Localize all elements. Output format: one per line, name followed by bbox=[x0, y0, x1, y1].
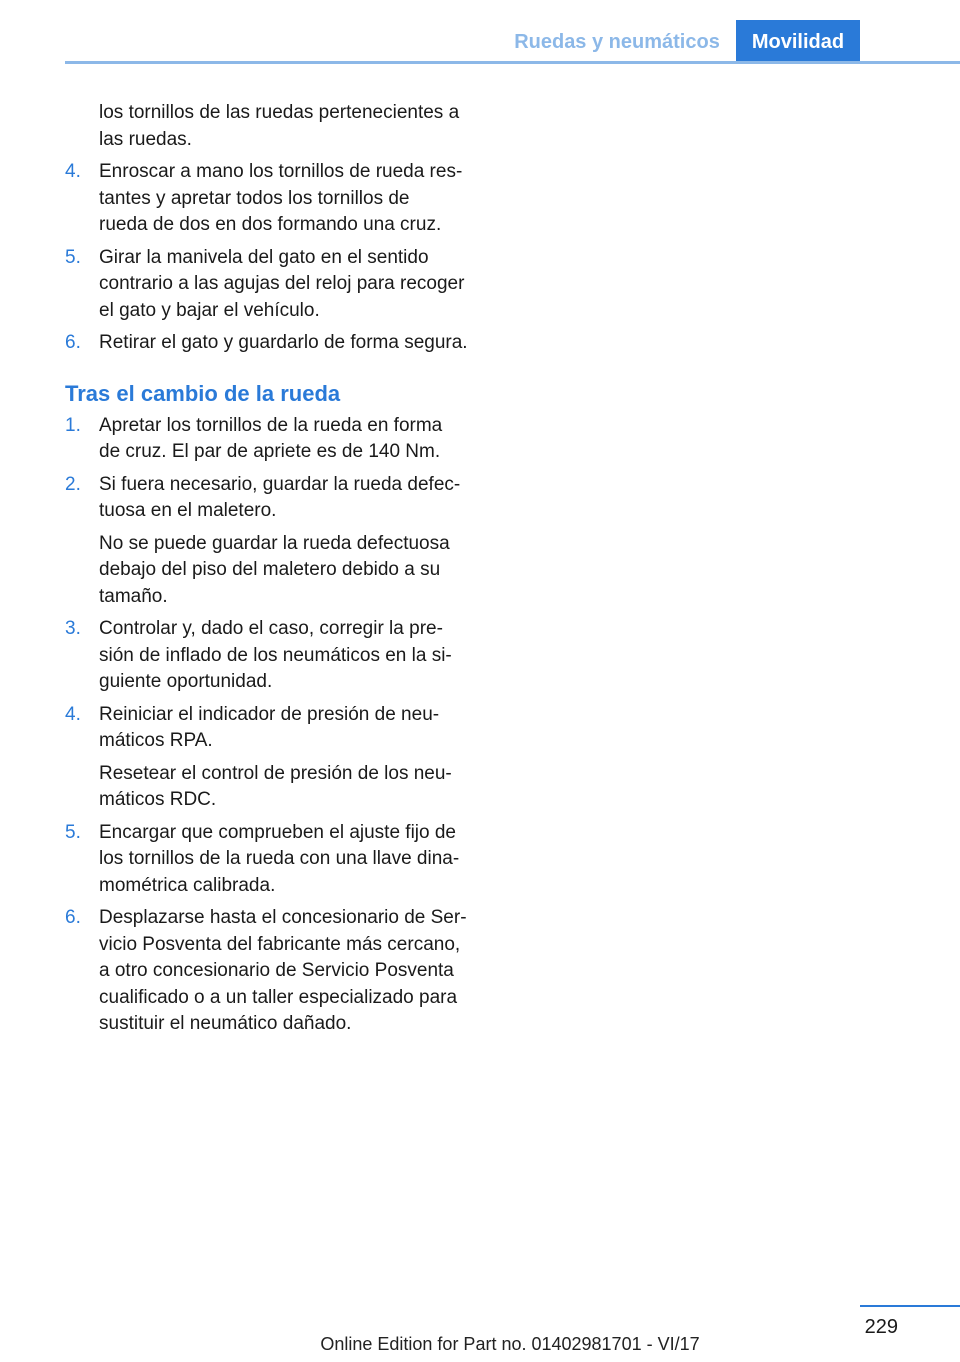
list-number: 6. bbox=[65, 332, 81, 353]
text-line: Enroscar a mano los tornillos de rueda res‐ bbox=[99, 161, 463, 182]
text-line: los tornillos de las ruedas pertenecientes a bbox=[99, 102, 460, 123]
text-line: de cruz. El par de apriete es de 140 Nm. bbox=[99, 441, 441, 462]
list-item bbox=[65, 413, 485, 466]
text-line: el gato y bajar el vehículo. bbox=[99, 299, 320, 321]
text-line: Desplazarse hasta el concesionario de Ser‐ bbox=[99, 907, 467, 928]
text-line: tuosa en el maletero. bbox=[99, 500, 277, 521]
page-header bbox=[0, 0, 960, 64]
list-item bbox=[65, 330, 485, 357]
text-line: No se puede guardar la rueda defectuosa bbox=[99, 532, 450, 554]
footer-divider bbox=[860, 1305, 960, 1307]
list-number: 5. bbox=[65, 821, 81, 843]
header-section-title: Ruedas y neumáticos bbox=[514, 31, 720, 53]
text-line: Encargar que comprueben el ajuste fijo de bbox=[99, 821, 457, 843]
text-line: los tornillos de la rueda con una llave dina‐ bbox=[99, 848, 460, 869]
page-number: 229 bbox=[864, 1316, 898, 1338]
text-line: sión de inflado de los neumáticos en la si‐ bbox=[99, 644, 452, 666]
text-line: Resetear el control de presión de los neu‐ bbox=[99, 762, 452, 784]
text-line: contrario a las agujas del reloj para recoger bbox=[99, 273, 465, 294]
edition-footer: Online Edition for Part no. 01402981701 - VI/17 bbox=[320, 1334, 700, 1354]
header-chapter-tab: Movilidad bbox=[736, 20, 860, 64]
list-item bbox=[65, 245, 485, 325]
text-line: máticos RPA. bbox=[99, 730, 213, 751]
section-heading: Tras el cambio de la rueda bbox=[65, 380, 341, 406]
list-item-note bbox=[65, 531, 485, 611]
list-item bbox=[65, 472, 485, 525]
text-line: las ruedas. bbox=[99, 128, 192, 150]
text-line: sustituir el neumático dañado. bbox=[99, 1013, 352, 1034]
text-line: rueda de dos en dos formando una cruz. bbox=[99, 214, 442, 235]
continued-paragraph bbox=[65, 100, 485, 153]
text-line: Controlar y, dado el caso, corregir la pre‐ bbox=[99, 618, 443, 639]
list-number: 3. bbox=[65, 618, 81, 639]
text-line: mométrica calibrada. bbox=[99, 874, 276, 896]
list-item bbox=[65, 616, 485, 696]
text-line: Reiniciar el indicador de presión de neu‐ bbox=[99, 703, 440, 725]
list-number: 6. bbox=[65, 907, 81, 928]
text-line: tamaño. bbox=[99, 585, 168, 607]
header-divider bbox=[65, 61, 960, 64]
text-line: Girar la manivela del gato en el sentido bbox=[99, 246, 429, 268]
text-line: Apretar los tornillos de la rueda en forma bbox=[99, 414, 443, 436]
text-line: vicio Posventa del fabricante más cercano, bbox=[99, 933, 461, 955]
list-number: 4. bbox=[65, 161, 81, 182]
text-line: máticos RDC. bbox=[99, 789, 217, 810]
list-number: 5. bbox=[65, 246, 81, 268]
list-number: 4. bbox=[65, 703, 81, 725]
text-line: Si fuera necesario, guardar la rueda defec‐ bbox=[99, 473, 461, 495]
text-line: debajo del piso del maletero debido a su bbox=[99, 559, 441, 580]
list-item-note bbox=[65, 761, 485, 814]
text-line: Retirar el gato y guardarlo de forma segura. bbox=[99, 332, 468, 353]
text-line: cualificado o a un taller especializado para bbox=[99, 986, 458, 1008]
list-number: 1. bbox=[65, 414, 81, 436]
main-content bbox=[65, 100, 485, 1044]
text-line: tantes y apretar todos los tornillos de bbox=[99, 187, 410, 209]
list-item bbox=[65, 159, 485, 239]
text-line: guiente oportunidad. bbox=[99, 671, 273, 692]
list-number: 2. bbox=[65, 473, 81, 495]
list-item bbox=[65, 820, 485, 900]
list-item bbox=[65, 905, 485, 1038]
text-line: a otro concesionario de Servicio Posventa bbox=[99, 960, 454, 981]
list-item bbox=[65, 702, 485, 755]
